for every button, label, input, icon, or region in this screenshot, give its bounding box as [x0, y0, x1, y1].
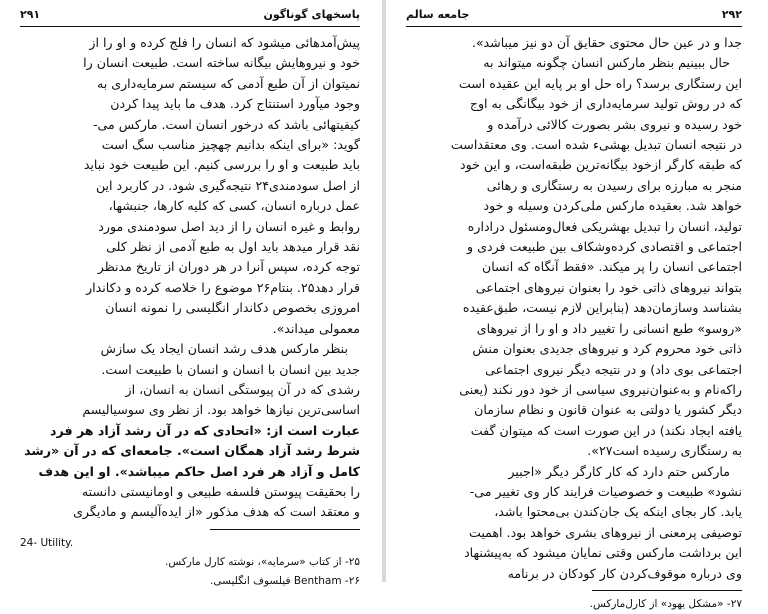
left-header-rule	[20, 26, 360, 27]
left-footnotes	[20, 534, 360, 591]
footnote: ۲۷- «مشکل یهود» از کارل‌مارکس.	[589, 597, 742, 610]
right-footnotes	[406, 595, 742, 614]
book-gutter	[382, 0, 386, 582]
text-line: اجتماعی و اقتصادی کرده‌وشکاف بین طبیعت فردی و	[467, 239, 742, 255]
text-line: منجر به مبارزه برای رسیدن به رستگاری و رهائی	[486, 177, 742, 193]
text-line: را بحقیقت پیوستن فلسفه طبیعی و اومانیستی دانسته	[81, 483, 360, 499]
right-footnote-rule	[592, 590, 742, 591]
right-header-rule	[406, 26, 742, 27]
text-line: بشناسد وسازمان‌دهد (بنابراین لازم نیست، طبق‌عقیده	[462, 300, 742, 316]
text-line: مارکس حتم دارد که کار کارگر دیگر «اجبیر	[508, 463, 730, 479]
right-page	[388, 0, 768, 610]
footnote: ۲۶- Bentham فیلسوف انگلیسی.	[210, 574, 360, 587]
text-line: به رستگاری رسیده است۲۷».	[587, 443, 742, 459]
text-line: عبارت است از: «اتحادی که در آن رشد آزاد هر فرد	[50, 422, 360, 438]
text-line: نمیتوان از آن طبع آدمی که سیستم سرمایه‌داری به	[96, 75, 360, 91]
text-line: حال ببینیم بنظر مارکس انسان چگونه میتواند به	[483, 55, 730, 71]
left-page-header	[20, 8, 360, 24]
right-body-text	[406, 33, 742, 584]
right-page-number: ۲۹۲	[721, 8, 742, 21]
text-line: وجود میآورد استنتاج کرد. هدف ما باید پیدا کردن	[110, 96, 360, 112]
text-line: خود رسیده و نیروی بشر بصورت کالائی درآمده و	[487, 116, 742, 132]
text-line: دیگر کشور یا دولتی به عنوان قانون و نظام سازمان	[474, 402, 742, 418]
text-line: شرط رشد آزاد همگان است». جامعه‌ای که در آن «رشد	[24, 443, 360, 459]
text-line: روابط و غیره انسان را از دید اصل سودمندی مورد	[98, 218, 360, 234]
text-line: «روسو» طبع انسانی را تغییر داد و او را از نیروهای	[476, 320, 742, 336]
text-line: نقد قرار میدهد باید اول به طبع آدمی از نظر کلی	[106, 239, 360, 255]
text-line: نشود» طبیعت و خصوصیات فرایند کار وی تغییر می-	[469, 483, 742, 499]
text-line: اساسی‌ترین نیازها خواهد بود. از نظر وی سوسیالیسم	[82, 402, 360, 418]
text-line: گوید: «برای اینکه بدانیم چهچیز مناسب سگ است	[101, 137, 360, 153]
text-line: در نتیجه انسان تبدیل بهشیء شده است. وی معتقداست	[450, 137, 742, 153]
text-line: باید طبیعت و او را بررسی کنیم. این طبیعت خود نباید	[83, 157, 360, 173]
text-line: از اصل سودمندی۲۴ نتیجه‌گیری شود. در کاربرد این	[95, 177, 360, 193]
text-line: بنظر مارکس هدف رشد انسان ایجاد یک سازش	[100, 341, 348, 357]
text-line: پیش‌آمدهائی میشود که انسان را فلج کرده و او را از	[89, 35, 360, 50]
text-line: جدید بین انسان با انسان و انسان با طبیعت است.	[101, 361, 360, 377]
text-line: کامل و آزاد هر فرد اصل حاکم میباشد». او این هدف	[38, 463, 360, 479]
text-line: معمولی میداند».	[272, 320, 360, 336]
text-line: یافته ایجاد نکند) در این صورت است که میتوان گفت	[470, 422, 742, 438]
left-page	[0, 0, 380, 587]
text-line: توجه کرده، سپس آنرا در هر دوران از تاریخ مدنظر	[97, 259, 360, 275]
text-line: جدا و در عین حال محتوی حقایق آن دو نیز میباشد».	[471, 35, 742, 50]
text-line: وی درباره موقوف‌کردن کار کودکان در برنامه	[507, 565, 742, 581]
text-line: عمل درباره انسان، کسی که کلیه کارها، جنبشها،	[108, 198, 360, 214]
text-line: توصیفی پرمعنی از نیروهای بشری خواهد بود. اهمیت	[468, 524, 742, 540]
text-line: اجتماعی انسان را پر میکند. «فقط آنگاه که انسان	[481, 259, 742, 275]
text-line: تولید، انسان را تبدیل بهشریکی فعال‌ومسئول دراداره	[467, 218, 742, 234]
right-running-title: جامعه سالم	[406, 8, 470, 21]
text-line: یابد. کار بجای اینکه یک جان‌کندن بی‌محتوا باشد،	[494, 504, 742, 520]
text-line: ذاتی خود محروم کرد و نیروهای جدیدی بعنوان منش	[472, 341, 742, 357]
text-line: که طبقه کارگر ازخود بیگانه‌ترین طبقه‌است، و این خود	[460, 157, 742, 173]
text-line: خود و نیروهایش بیگانه ساخته است. طبیعت انسان را	[83, 55, 360, 71]
footnote: ۲۵- از کتاب «سرمایه»، نوشته کارل مارکس.	[165, 555, 360, 568]
text-line: رشدی که در آن پیوستگی انسان به انسان، از	[125, 381, 360, 397]
text-line: خواهد شد. بعقیده مارکس ملی‌کردن وسیله و خود	[483, 198, 742, 214]
text-line: که در روش تولید سرمایه‌داری از خود بیگانگی به اوج	[469, 96, 742, 112]
text-line: کیفیتهائی باشد که درخور انسان است. مارکس می-	[93, 116, 360, 132]
text-line: این برداشت مارکس وقتی نمایان میشود که به‌پیشنهاد	[464, 545, 742, 561]
left-running-title: پاسخهای گوناگون	[263, 8, 360, 21]
left-body-text	[20, 33, 360, 523]
left-footnote-rule	[210, 529, 360, 530]
text-line: امروزی بخصوص دکاندار انگلیسی را نمونه انسان	[105, 300, 360, 316]
left-page-number: ۲۹۱	[20, 8, 41, 21]
text-line: راکه‌نام و به‌عنوان‌نیروی سیاسی از خود دور نکند (یعنی	[459, 381, 742, 397]
text-line: و معتقد است که هدف مذکور «از ایده‌آلیسم و مادیگری	[73, 504, 360, 520]
text-line: اجتماعی بوی داد) و در نتیجه دیگر نیروی اجتماعی	[485, 361, 742, 377]
footnote: 24- Utility.	[20, 536, 74, 549]
right-page-header	[406, 8, 742, 24]
text-line: بتواند نیروهای ذاتی خود را بعنوان نیروهای اجتماعی	[475, 279, 742, 295]
text-line: قرار دهد۲۵. بنتام۲۶ موضوع را خلاصه کرده و دکاندار	[86, 279, 360, 295]
text-line: این رستگاری برسد؟ راه حل او بر پایه این عقیده است	[458, 75, 742, 91]
